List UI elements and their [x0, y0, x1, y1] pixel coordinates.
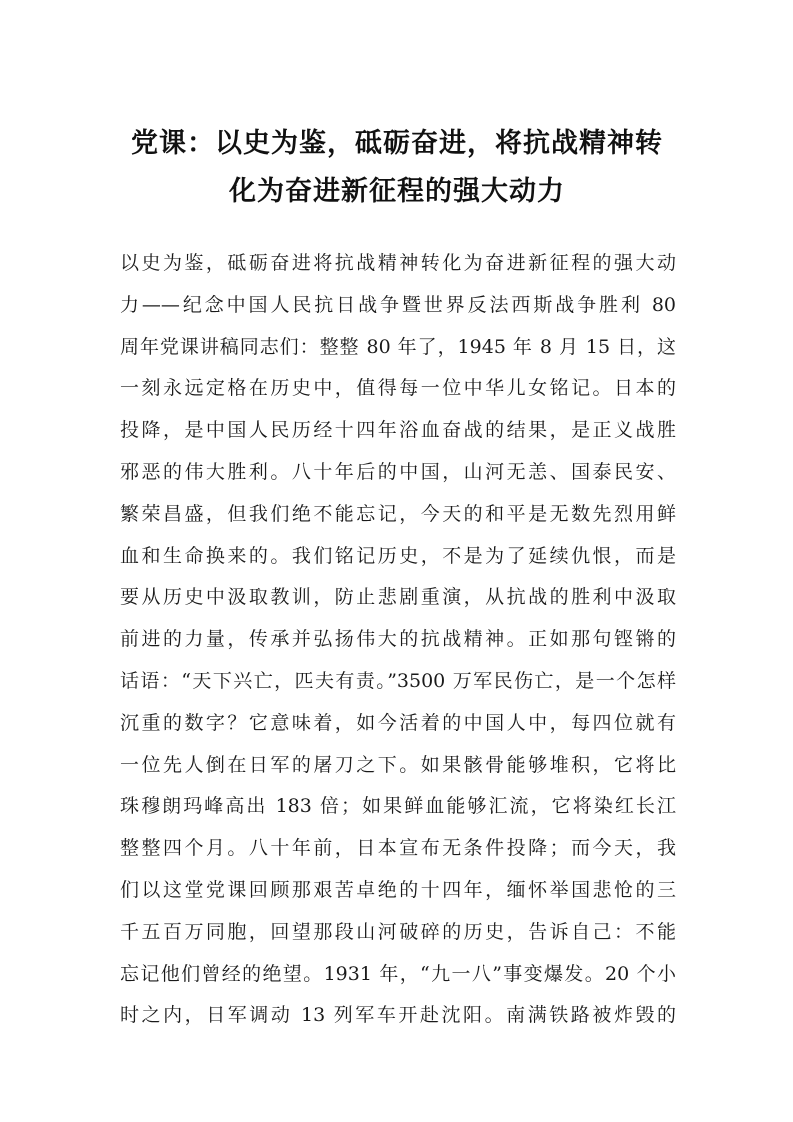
body-line: 要从历史中汲取教训，防止悲剧重演，从抗战的胜利中汲取 — [120, 586, 676, 609]
title-line-1: 党课：以史为鉴，砥砺奋进，将抗战精神转 — [131, 128, 663, 159]
document-body — [120, 243, 676, 1037]
body-line: 力——纪念中国人民抗日战争暨世界反法西斯战争胜利 80 — [120, 293, 676, 316]
body-line: 繁荣昌盛，但我们绝不能忘记，今天的和平是无数先烈用鲜 — [120, 502, 676, 525]
body-line: 话语：“天下兴亡，匹夫有责。”3500 万军民伤亡，是一个怎样 — [120, 669, 676, 692]
body-line: 一位先人倒在日军的屠刀之下。如果骸骨能够堆积，它将比 — [120, 753, 676, 776]
title-line-2: 化为奋进新征程的强大动力 — [229, 176, 565, 207]
body-line: 一刻永远定格在历史中，值得每一位中华儿女铭记。日本的 — [120, 377, 676, 400]
document-title — [116, 120, 678, 216]
body-line: 沉重的数字？它意味着，如今活着的中国人中，每四位就有 — [120, 711, 676, 734]
body-line: 忘记他们曾经的绝望。1931 年，“九一八”事变爆发。20 个小 — [120, 962, 676, 985]
body-line: 珠穆朗玛峰高出 183 倍；如果鲜血能够汇流，它将染红长江 — [120, 795, 676, 818]
body-line: 周年党课讲稿同志们：整整 80 年了，1945 年 8 月 15 日，这 — [120, 335, 676, 358]
body-line: 投降，是中国人民历经十四年浴血奋战的结果，是正义战胜 — [120, 419, 676, 442]
body-line: 以史为鉴，砥砺奋进将抗战精神转化为奋进新征程的强大动 — [120, 252, 676, 274]
body-line: 时之内，日军调动 13 列军车开赴沈阳。南满铁路被炸毁的 — [120, 1004, 676, 1027]
body-line: 整整四个月。八十年前，日本宣布无条件投降；而今天，我 — [120, 837, 676, 860]
body-line: 千五百万同胞，回望那段山河破碎的历史，告诉自己：不能 — [120, 920, 676, 943]
body-line: 前进的力量，传承并弘扬伟大的抗战精神。正如那句铿锵的 — [120, 628, 676, 651]
body-line: 血和生命换来的。我们铭记历史，不是为了延续仇恨，而是 — [120, 544, 676, 567]
body-line: 邪恶的伟大胜利。八十年后的中国，山河无恙、国泰民安、 — [120, 460, 676, 483]
body-line: 们以这堂党课回顾那艰苦卓绝的十四年，缅怀举国悲怆的三 — [120, 878, 676, 901]
